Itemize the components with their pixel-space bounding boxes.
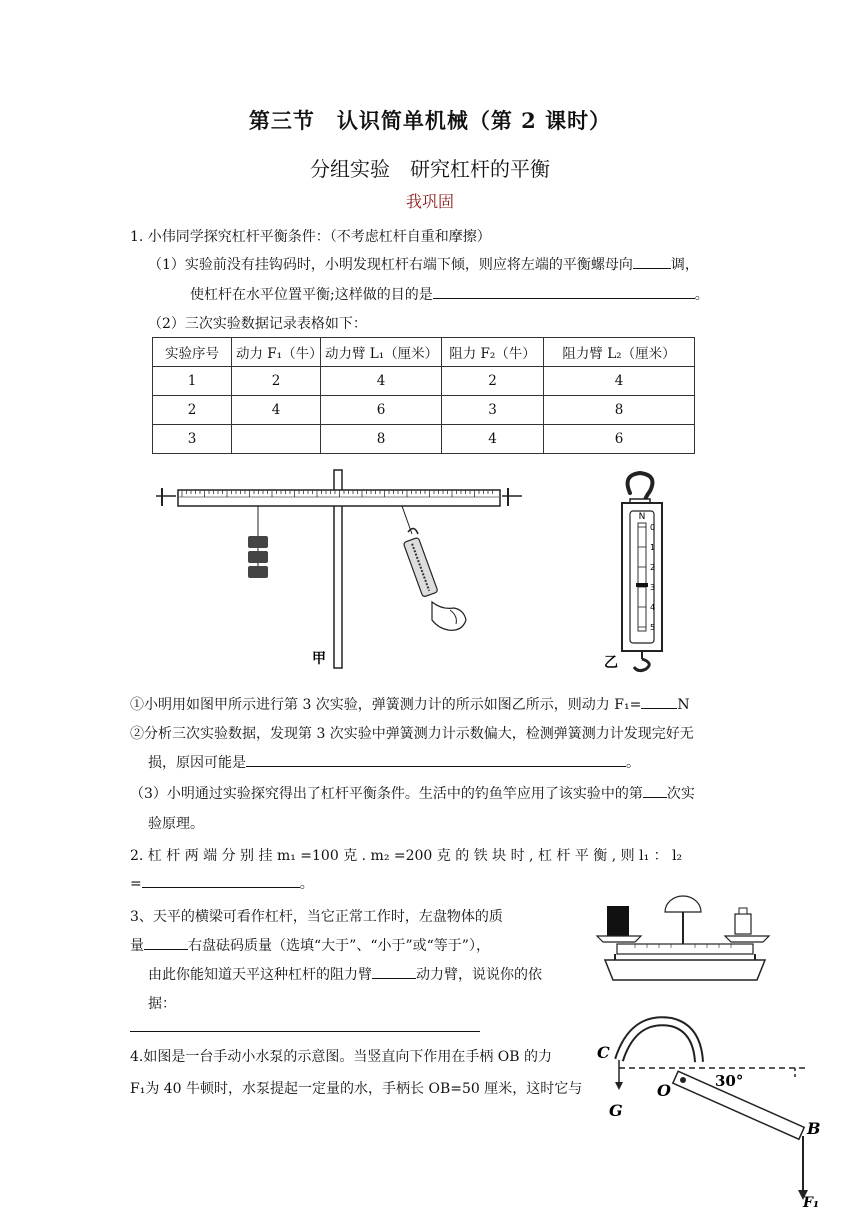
table-cell: 6 bbox=[544, 425, 695, 454]
page-title: 第三节 认识简单机械（第 2 课时） bbox=[248, 108, 612, 133]
answer-line[interactable] bbox=[130, 1031, 480, 1032]
q1-sub2-line1: ②分析三次实验数据，发现第 3 次实验中弹簧测力计示数偏大，检测弹簧测力计发现完好无 bbox=[130, 726, 694, 742]
scale-unit: N bbox=[638, 512, 646, 522]
table-row bbox=[153, 425, 695, 454]
answer-blank[interactable] bbox=[641, 707, 677, 709]
q1-p1-line1: （1）实验前没有挂钩码时，小明发现杠杆右端下倾，则应将左端的平衡螺母向 调， bbox=[148, 257, 699, 273]
label-b: B bbox=[807, 1119, 821, 1138]
table-cell: 4 bbox=[544, 367, 695, 396]
q2-line1: 2. 杠 杆 两 端 分 别 挂 m₁ =100 克 . m₂ =200 克 的 铁 块 时 , 杠 杆 平 衡 , 则 l₁ ： l₂ bbox=[130, 848, 683, 864]
scale-tick-label: 2 bbox=[650, 563, 656, 572]
answer-blank[interactable] bbox=[433, 297, 695, 299]
answer-blank[interactable] bbox=[246, 765, 626, 767]
figure-balance bbox=[595, 890, 775, 985]
q3-line1: 3、天平的横梁可看作杠杆，当它正常工作时，左盘物体的质 bbox=[130, 909, 503, 925]
table-cell: 4 bbox=[321, 367, 442, 396]
table-header-cell: 阻力臂 L₂（厘米） bbox=[544, 338, 695, 367]
q1-sub1: ①小明用如图甲所示进行第 3 次实验，弹簧测力计的所示如图乙所示，则动力 F₁= N bbox=[130, 697, 690, 713]
table-cell: 4 bbox=[442, 425, 544, 454]
label-c: C bbox=[597, 1043, 610, 1062]
table-header-cell: 动力臂 L₁（厘米） bbox=[321, 338, 442, 367]
table-header-cell: 动力 F₁（牛） bbox=[232, 338, 321, 367]
scale-tick-label: 4 bbox=[650, 603, 656, 612]
data-table bbox=[152, 337, 695, 454]
answer-blank[interactable] bbox=[633, 267, 671, 269]
figure-water-pump bbox=[595, 1010, 830, 1210]
figure-yi-label: 乙 bbox=[604, 655, 618, 671]
label-g: G bbox=[609, 1101, 623, 1120]
answer-blank[interactable] bbox=[372, 977, 416, 979]
q1-stem: 1. 小伟同学探究杠杆平衡条件：（不考虑杠杆自重和摩擦） bbox=[130, 229, 491, 245]
table-cell: 4 bbox=[232, 396, 321, 425]
scale-tick-label: 5 bbox=[650, 623, 656, 632]
q1-p3-line1: （3）小明通过实验探究得出了杠杆平衡条件。生活中的钓鱼竿应用了该实验中的第 次实 bbox=[130, 786, 695, 802]
label-angle: 30° bbox=[715, 1072, 744, 1090]
figure-jia-label: 甲 bbox=[312, 651, 326, 667]
table-cell: 2 bbox=[442, 367, 544, 396]
table-cell: 6 bbox=[321, 396, 442, 425]
label-f1: F₁ bbox=[803, 1195, 820, 1210]
q1-p2: （2）三次实验数据记录表格如下： bbox=[148, 316, 367, 332]
q3-line2: 量 右盘砝码质量（选填“大于”、“小于”或“等于”）， bbox=[130, 938, 490, 954]
q1-sub2-line2: 损，原因可能是 。 bbox=[148, 755, 640, 771]
table-cell: 2 bbox=[232, 367, 321, 396]
label-o: O bbox=[657, 1081, 671, 1100]
q1-p1-line2: 使杠杆在水平位置平衡;这样做的目的是 。 bbox=[190, 287, 709, 303]
answer-blank[interactable] bbox=[144, 948, 188, 950]
q3-line3: 由此你能知道天平这种杠杆的阻力臂 动力臂，说说你的依 bbox=[148, 967, 542, 983]
q3-line4: 据： bbox=[148, 996, 176, 1012]
figure-spring-scale-yi bbox=[600, 463, 680, 673]
table-cell[interactable] bbox=[232, 425, 321, 454]
figure-lever-jia bbox=[150, 466, 530, 671]
answer-blank[interactable] bbox=[142, 886, 300, 888]
table-cell: 2 bbox=[153, 396, 232, 425]
table-cell: 3 bbox=[442, 396, 544, 425]
q4-line2: F₁为 40 牛顿时，水泵提起一定量的水，手柄长 OB=50 厘米，这时它与 bbox=[130, 1081, 583, 1097]
answer-blank[interactable] bbox=[643, 796, 667, 798]
q2-line2: = 。 bbox=[130, 876, 314, 892]
q4-line1: 4.如图是一台手动小水泵的示意图。当竖直向下作用在手柄 OB 的力 bbox=[130, 1049, 553, 1065]
table-header-cell: 实验序号 bbox=[153, 338, 232, 367]
table-row bbox=[153, 396, 695, 425]
table-cell: 8 bbox=[321, 425, 442, 454]
table-header-cell: 阻力 F₂（牛） bbox=[442, 338, 544, 367]
scale-tick-label: 0 bbox=[650, 523, 656, 532]
table-cell: 8 bbox=[544, 396, 695, 425]
table-cell: 3 bbox=[153, 425, 232, 454]
scale-tick-label: 1 bbox=[650, 543, 656, 552]
table-row bbox=[153, 367, 695, 396]
table-cell: 1 bbox=[153, 367, 232, 396]
table-header-row bbox=[153, 338, 695, 367]
section-heading: 我巩固 bbox=[405, 192, 454, 211]
page-subtitle: 分组实验 研究杠杆的平衡 bbox=[310, 157, 550, 181]
q1-p3-line2: 验原理。 bbox=[148, 816, 204, 832]
scale-tick-label: 3 bbox=[650, 583, 656, 592]
